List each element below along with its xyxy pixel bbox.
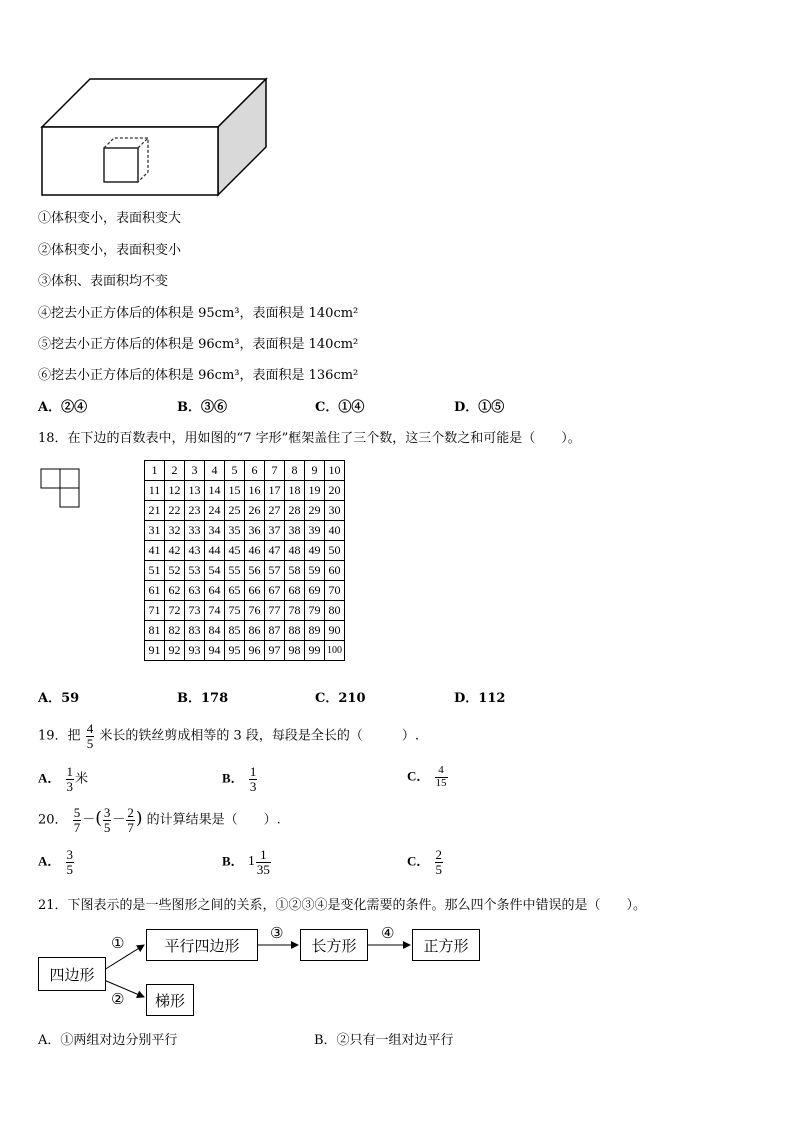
- table-cell: 62: [165, 581, 185, 601]
- option-label: B．: [222, 770, 244, 786]
- option-label: C．: [407, 853, 430, 869]
- q19-prefix: 19．把: [38, 728, 81, 744]
- table-cell: 94: [205, 641, 225, 661]
- table-cell: 31: [145, 521, 165, 541]
- fraction: [126, 806, 135, 834]
- fraction: [249, 765, 258, 793]
- table-cell: 85: [225, 621, 245, 641]
- table-cell: 47: [265, 541, 285, 561]
- frac-denominator: 3: [66, 778, 74, 794]
- table-cell: 13: [185, 481, 205, 501]
- frac-denominator: 5: [435, 861, 443, 877]
- q18-question: 18．在下边的百数表中，用如图的“7 字形”框架盖住了三个数，这三个数之和可能是（ ）。: [38, 431, 581, 446]
- table-cell: 28: [285, 501, 305, 521]
- frac-numerator: 1: [249, 764, 257, 779]
- fraction: [256, 848, 271, 876]
- frac-numerator: 3: [103, 805, 111, 820]
- table-cell: 80: [325, 601, 345, 621]
- q18-option-d[interactable]: D．112: [454, 691, 506, 706]
- frac-numerator: 4: [435, 765, 448, 778]
- table-cell: 56: [245, 561, 265, 581]
- frac-numerator: 1: [66, 764, 74, 779]
- table-cell: 37: [265, 521, 285, 541]
- table-cell: 26: [245, 501, 265, 521]
- q20-option-c[interactable]: [407, 848, 444, 876]
- table-cell: 92: [165, 641, 185, 661]
- mixed-whole: 1: [247, 854, 255, 870]
- table-cell: 59: [305, 561, 325, 581]
- q17-statement-2: ②体积变小，表面积变小: [38, 243, 182, 258]
- table-cell: 15: [225, 481, 245, 501]
- table-cell: 4: [205, 461, 225, 481]
- table-cell: 88: [285, 621, 305, 641]
- quadrilateral-box: 四边形: [38, 957, 106, 991]
- table-cell: 39: [305, 521, 325, 541]
- table-row: [145, 581, 345, 601]
- right-paren: ): [135, 808, 143, 829]
- table-cell: 76: [245, 601, 265, 621]
- table-cell: 46: [245, 541, 265, 561]
- table-row: [145, 481, 345, 501]
- q17-statement-3: ③体积、表面积均不变: [38, 274, 169, 289]
- frac-numerator: 2: [127, 805, 134, 820]
- condition-3-label: ③: [270, 924, 284, 942]
- fraction: [66, 765, 75, 793]
- table-cell: 45: [225, 541, 245, 561]
- q20-option-a[interactable]: [38, 848, 75, 876]
- option-label: B．: [222, 853, 244, 869]
- table-cell: 41: [145, 541, 165, 561]
- rectangle-box: 长方形: [300, 929, 368, 961]
- table-cell: 2: [165, 461, 185, 481]
- frac-numerator: 4: [86, 721, 94, 736]
- frac-denominator: 15: [435, 776, 447, 789]
- table-cell: 71: [145, 601, 165, 621]
- table-cell: 65: [225, 581, 245, 601]
- table-cell: 60: [325, 561, 345, 581]
- q20-prefix: 20．: [38, 812, 68, 828]
- table-cell: 42: [165, 541, 185, 561]
- fraction: [66, 848, 75, 876]
- table-row: [145, 521, 345, 541]
- frac-denominator: 5: [86, 735, 94, 751]
- unit: 米: [75, 771, 89, 787]
- table-cell: 57: [265, 561, 285, 581]
- table-row: [145, 501, 345, 521]
- frac-denominator: 7: [73, 819, 81, 835]
- option-label: C．: [407, 768, 430, 784]
- table-cell: 93: [185, 641, 205, 661]
- table-cell: 3: [185, 461, 205, 481]
- table-cell: 96: [245, 641, 265, 661]
- minus-sign: －: [112, 812, 126, 828]
- table-cell: 75: [225, 601, 245, 621]
- q18-option-c[interactable]: C．210: [315, 691, 366, 706]
- table-cell: 98: [285, 641, 305, 661]
- table-cell: 54: [205, 561, 225, 581]
- q17-option-a[interactable]: A．②④: [38, 400, 88, 415]
- q19-option-b[interactable]: [222, 765, 258, 793]
- fraction: [103, 806, 112, 834]
- table-cell: 78: [285, 601, 305, 621]
- table-cell: 10: [325, 461, 345, 481]
- table-cell: 48: [285, 541, 305, 561]
- q18-option-a[interactable]: A．59: [38, 691, 80, 706]
- table-cell: 72: [165, 601, 185, 621]
- table-cell: 97: [265, 641, 285, 661]
- table-cell: 16: [245, 481, 265, 501]
- table-cell: 35: [225, 521, 245, 541]
- table-cell: 29: [305, 501, 325, 521]
- table-cell: 90: [325, 621, 345, 641]
- q18-option-b[interactable]: B．178: [177, 691, 229, 706]
- table-cell: 50: [325, 541, 345, 561]
- table-cell: 30: [325, 501, 345, 521]
- left-paren: (: [95, 808, 102, 829]
- table-cell: 25: [225, 501, 245, 521]
- table-cell: 1: [145, 461, 165, 481]
- table-cell: 87: [265, 621, 285, 641]
- table-cell: 89: [305, 621, 325, 641]
- frac-denominator: 7: [127, 819, 134, 835]
- table-cell: 5: [225, 461, 245, 481]
- table-cell: 61: [145, 581, 165, 601]
- table-cell: 81: [145, 621, 165, 641]
- table-cell: 52: [165, 561, 185, 581]
- q17-option-d[interactable]: D．①⑤: [454, 400, 505, 415]
- parallelogram-box: 平行四边形: [146, 929, 258, 961]
- option-label: A．: [38, 770, 61, 786]
- fraction: [435, 848, 444, 876]
- condition-4-label: ④: [381, 924, 395, 942]
- seven-shape-frame-figure: [40, 468, 84, 512]
- table-row: [145, 561, 345, 581]
- table-cell: 34: [205, 521, 225, 541]
- table-row: [145, 541, 345, 561]
- frac-numerator: 5: [73, 805, 81, 820]
- hundred-number-table: [144, 460, 345, 661]
- table-cell: 66: [245, 581, 265, 601]
- table-cell: 77: [265, 601, 285, 621]
- table-cell: 63: [185, 581, 205, 601]
- q21-question: 21．下图表示的是一些图形之间的关系，①②③④是变化需要的条件。那么四个条件中错误的是（ ）。: [38, 898, 647, 913]
- table-row: [145, 601, 345, 621]
- table-cell: 17: [265, 481, 285, 501]
- frac-denominator: 3: [249, 778, 257, 794]
- table-cell: 14: [205, 481, 225, 501]
- table-cell: 6: [245, 461, 265, 481]
- table-cell: 64: [205, 581, 225, 601]
- table-cell: 19: [305, 481, 325, 501]
- table-cell: 79: [305, 601, 325, 621]
- cuboid-figure: [38, 75, 278, 200]
- table-cell: 86: [245, 621, 265, 641]
- table-cell: 12: [165, 481, 185, 501]
- table-cell: 38: [285, 521, 305, 541]
- table-cell: 82: [165, 621, 185, 641]
- table-cell: 43: [185, 541, 205, 561]
- table-cell: 49: [305, 541, 325, 561]
- table-cell: 11: [145, 481, 165, 501]
- table-cell: 44: [205, 541, 225, 561]
- square-box: 正方形: [412, 929, 480, 961]
- table-cell: 27: [265, 501, 285, 521]
- table-cell: 67: [265, 581, 285, 601]
- table-row: [145, 641, 345, 661]
- table-cell: 9: [305, 461, 325, 481]
- frac-numerator: 3: [66, 847, 74, 862]
- table-cell: 21: [145, 501, 165, 521]
- condition-2-label: ②: [111, 990, 125, 1008]
- table-cell: 24: [205, 501, 225, 521]
- fraction: [73, 806, 82, 834]
- q17-option-c[interactable]: C．①④: [315, 400, 365, 415]
- frac-numerator: 1: [256, 848, 271, 863]
- table-cell: 20: [325, 481, 345, 501]
- q19-option-a[interactable]: [38, 765, 88, 793]
- frac-numerator: 2: [435, 847, 443, 862]
- table-cell: 99: [305, 641, 325, 661]
- table-cell: 73: [185, 601, 205, 621]
- q19-question: [38, 722, 419, 750]
- q19-option-c[interactable]: [407, 765, 449, 789]
- table-cell: 58: [285, 561, 305, 581]
- fraction: [435, 765, 448, 789]
- condition-1-label: ①: [111, 934, 125, 952]
- q19-length-fraction: [86, 722, 95, 750]
- q17-statement-5: ⑤挖去小正方体后的体积是 96cm³，表面积是 140cm²: [38, 337, 359, 352]
- table-cell: 83: [185, 621, 205, 641]
- q20-suffix: 的计算结果是（ ）.: [146, 812, 281, 828]
- q20-question: [38, 806, 281, 834]
- table-cell: 53: [185, 561, 205, 581]
- table-cell: 23: [185, 501, 205, 521]
- table-cell: 68: [285, 581, 305, 601]
- q17-statement-6: ⑥挖去小正方体后的体积是 96cm³，表面积是 136cm²: [38, 368, 359, 383]
- option-label: A．: [38, 853, 61, 869]
- q17-statement-1: ①体积变小，表面积变大: [38, 211, 182, 226]
- frac-denominator: 5: [66, 861, 74, 877]
- trapezoid-box: 梯形: [146, 984, 194, 1016]
- table-cell: 18: [285, 481, 305, 501]
- table-cell: 32: [165, 521, 185, 541]
- table-cell: 70: [325, 581, 345, 601]
- table-cell: 51: [145, 561, 165, 581]
- table-cell: 55: [225, 561, 245, 581]
- table-cell: 8: [285, 461, 305, 481]
- table-cell: 33: [185, 521, 205, 541]
- frac-denominator: 5: [103, 819, 111, 835]
- q17-statement-4: ④挖去小正方体后的体积是 95cm³，表面积是 140cm²: [38, 306, 359, 321]
- q17-option-b[interactable]: B．③⑥: [177, 400, 227, 415]
- table-cell: 84: [205, 621, 225, 641]
- q21-option-b[interactable]: B．②只有一组对边平行: [314, 1033, 454, 1048]
- q19-suffix: 米长的铁丝剪成相等的 3 段，每段是全长的（ ）.: [99, 728, 419, 744]
- frac-denominator: 35: [256, 861, 270, 877]
- table-cell: 95: [225, 641, 245, 661]
- table-cell: 100: [325, 641, 345, 661]
- table-cell: 91: [145, 641, 165, 661]
- q20-option-b[interactable]: [222, 848, 272, 876]
- table-row: [145, 461, 345, 481]
- table-cell: 36: [245, 521, 265, 541]
- table-cell: 74: [205, 601, 225, 621]
- table-cell: 40: [325, 521, 345, 541]
- table-cell: 22: [165, 501, 185, 521]
- q21-option-a[interactable]: A．①两组对边分别平行: [38, 1033, 178, 1048]
- table-row: [145, 621, 345, 641]
- minus-sign: －: [82, 812, 96, 828]
- table-cell: 69: [305, 581, 325, 601]
- table-cell: 7: [265, 461, 285, 481]
